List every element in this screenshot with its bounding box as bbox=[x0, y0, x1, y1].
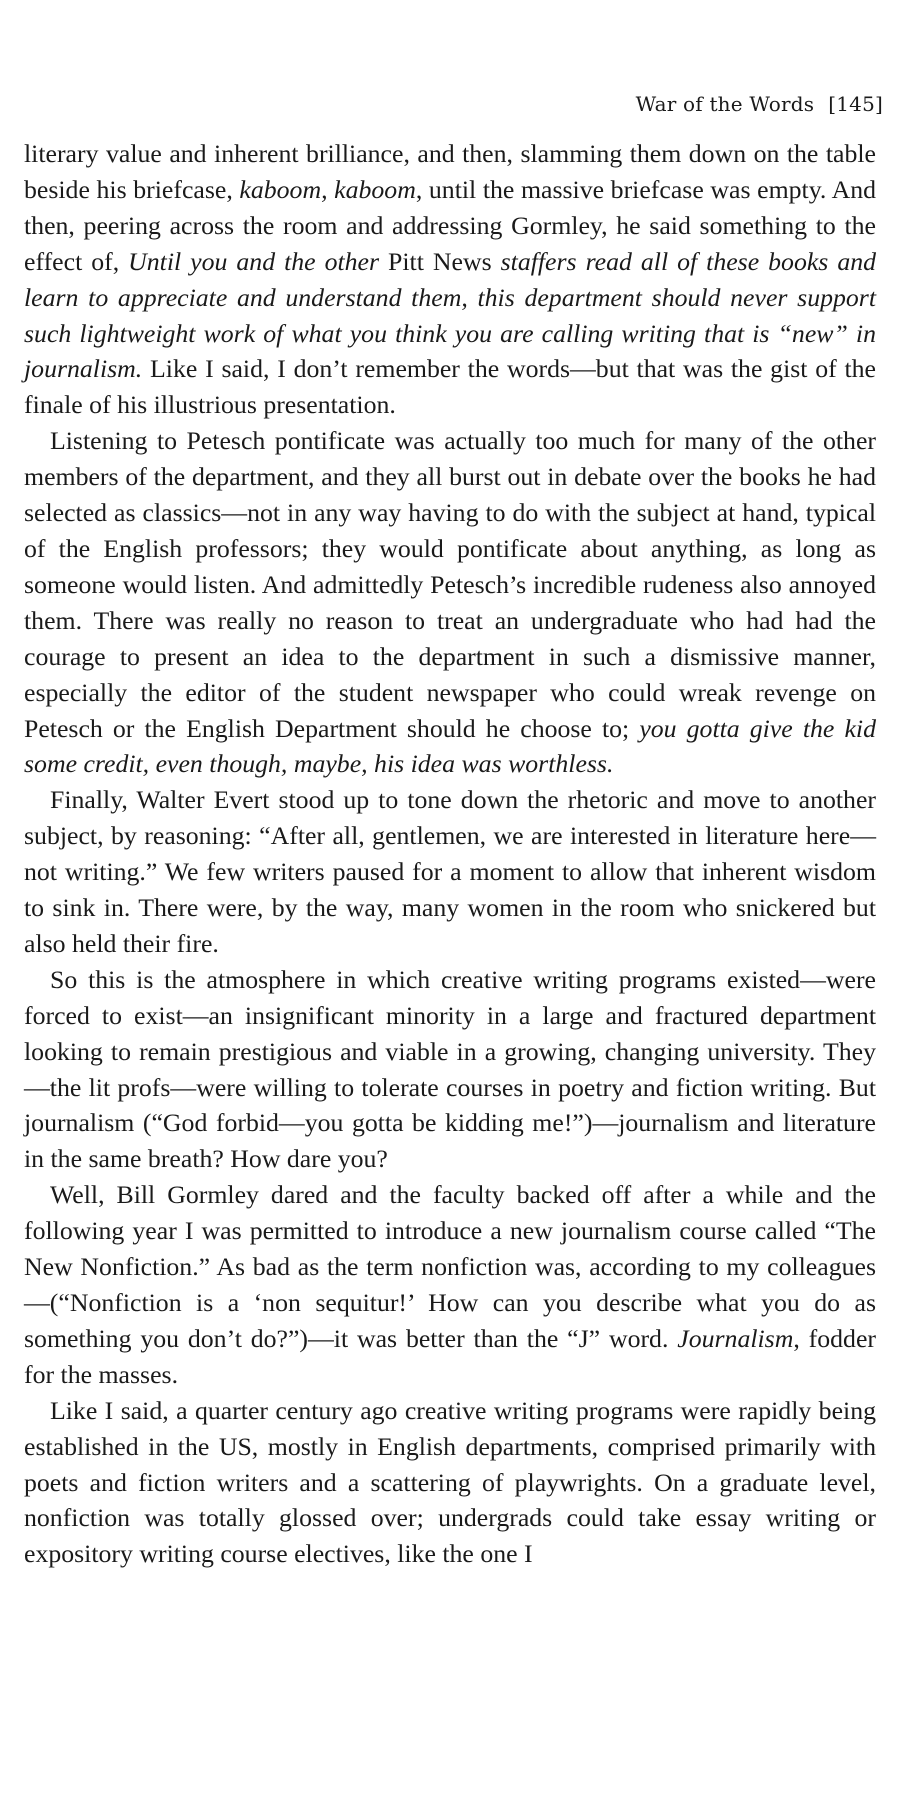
running-head-title: War of the Words bbox=[635, 92, 815, 116]
italic-run: Journalism bbox=[677, 1323, 794, 1353]
italic-run: kaboom, kaboom bbox=[239, 174, 416, 204]
paragraph bbox=[24, 1393, 876, 1573]
newspaper-name: Pitt News bbox=[388, 246, 492, 276]
italic-run: you gotta give the kid some credit, even though, maybe, his idea was worthless. bbox=[24, 713, 876, 779]
italic-run: Until you and the other bbox=[128, 246, 389, 276]
paragraph bbox=[24, 1177, 876, 1392]
paragraph bbox=[24, 782, 876, 962]
paragraph bbox=[24, 423, 876, 782]
body-text bbox=[24, 136, 876, 1572]
text-run: Well, Bill Gormley dared and the faculty backed off after a while and the following year I was permitted to introduce a new journalism course called “The New Nonfiction.” As bad as the term nonfiction was, according to my colleagues—(“Nonfiction is a ‘non sequitur!’ How can you describe what you do as something you don’t do?”)—it was better than the “J” word. bbox=[24, 1180, 876, 1353]
page-number: [145] bbox=[828, 92, 883, 116]
paragraph bbox=[24, 962, 876, 1177]
text-run: , until the massive briefcase was empty. And then, peering across the room and addressing Gormley, he said something to the effect of, bbox=[24, 174, 876, 276]
text-run: Listening to Petesch pontificate was actually too much for many of the other members of the department, and they all burst out in debate over the books he had selected as classics—not in any way having to do with the subject at hand, typical of the English professors; they would pontificate about anything, as long as someone would listen. And admittedly Petesch’s incredible rudeness also annoyed them. There was really no reason to treat an undergraduate who had had the courage to present an idea to the department in such a dismissive manner, especially the editor of the student newspaper who could wreak revenge on Petesch or the English Department should he choose to; bbox=[24, 426, 876, 743]
italic-run: staffers read all of these books and learn to appreciate and understand them, this department should never support such lightweight work of what you think you are calling writing that is “new” in journalism. bbox=[24, 246, 877, 384]
text-run: , fodder for the masses. bbox=[24, 1323, 876, 1389]
text-run: Like I said, I don’t remember the words—but that was the gist of the finale of his illustrious presentation. bbox=[24, 354, 876, 420]
running-head bbox=[636, 92, 883, 116]
paragraph bbox=[24, 136, 876, 423]
text-run: Like I said, a quarter century ago creative writing programs were rapidly being established in the US, mostly in English departments, comprised primarily with poets and fiction writers and a scattering of playwrights. On a graduate level, nonfiction was totally glossed over; undergrads could take essay writing or expository writing course electives, like the one I bbox=[24, 1395, 876, 1569]
text-run: Finally, Walter Evert stood up to tone down the rhetoric and move to another subject, by reasoning: “After all, gentlemen, we are interested in literature here—not writing.” We few writers paused for a moment to allow that inherent wisdom to sink in. There were, by the way, many women in the room who snickered but also held their fire. bbox=[24, 785, 876, 958]
text-run: So this is the atmosphere in which creative writing programs existed—were forced to exist—an insignificant minority in a large and fractured department looking to remain prestigious and viable in a growing, changing university. They—the lit profs—were willing to tolerate courses in poetry and fiction writing. But journalism (“God forbid—you gotta be kidding me!”)—journalism and literature in the same breath? How dare you? bbox=[24, 964, 876, 1174]
text-run: literary value and inherent brilliance, and then, slamming them down on the table beside his briefcase, bbox=[24, 139, 876, 204]
